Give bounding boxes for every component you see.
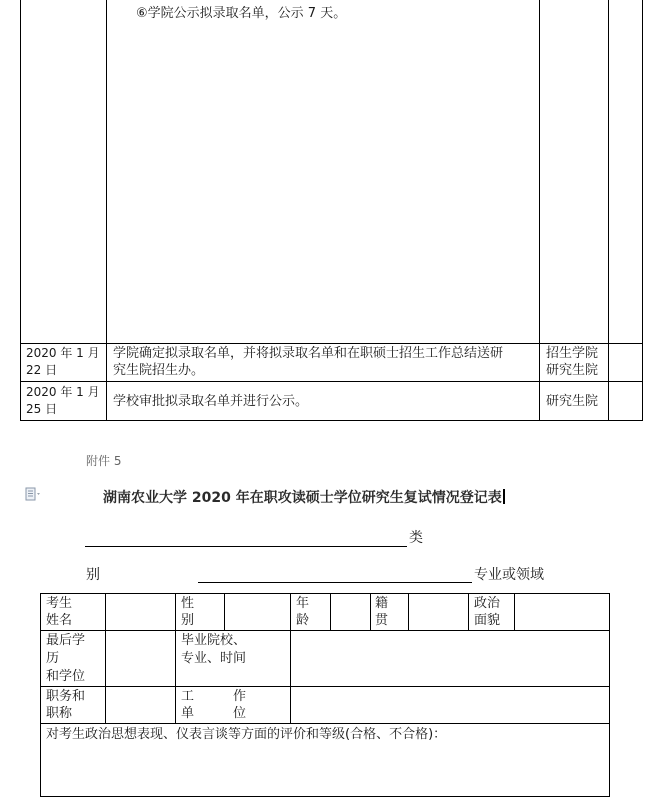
schedule-divider	[106, 0, 107, 421]
position-title-label: 职务和	[46, 689, 86, 704]
schedule-date: 25 日	[26, 402, 58, 416]
position-title-field[interactable]	[106, 687, 175, 723]
document-icon[interactable]	[25, 487, 41, 501]
schedule-item-6: ⑥学院公示拟录取名单，公示 7 天。	[136, 6, 347, 21]
schedule-divider	[539, 0, 540, 421]
schedule-date: 2020 年 1 月	[26, 346, 100, 360]
position-title-label: 职称	[46, 706, 73, 721]
native-place-label: 籍	[375, 596, 389, 611]
candidate-name-label: 姓名	[46, 613, 73, 628]
graduation-label: 毕业院校、	[181, 633, 247, 648]
work-unit-label: 工 作	[181, 689, 247, 704]
text-cursor	[503, 489, 505, 504]
schedule-date: 22 日	[26, 363, 58, 377]
schedule-content: 究生院招生办。	[113, 363, 205, 378]
candidate-name-label: 考生	[46, 596, 73, 611]
form-title	[103, 487, 505, 507]
political-status-label: 面貌	[474, 613, 501, 628]
native-place-field[interactable]	[409, 594, 468, 630]
category-underline	[85, 546, 407, 547]
category-suffix: 类	[409, 530, 423, 546]
schedule-row-line	[20, 343, 643, 344]
evaluation-prompt: 对考生政治思想表现、仪表言谈等方面的评价和等级(合格、不合格)：	[46, 727, 447, 742]
category-label: 别	[86, 567, 100, 583]
schedule-row-line	[20, 381, 643, 382]
form-col-line	[370, 593, 371, 630]
education-label: 和学位	[46, 669, 86, 684]
schedule-content: 学校审批拟录取名单并进行公示。	[113, 394, 309, 409]
graduation-label: 专业、时间	[181, 651, 247, 666]
schedule-divider	[608, 0, 609, 421]
schedule-border-right	[642, 0, 643, 421]
gender-field[interactable]	[225, 594, 290, 630]
graduation-field[interactable]	[291, 631, 609, 686]
schedule-unit: 研究生院	[546, 363, 599, 378]
work-unit-label: 单 位	[181, 706, 247, 721]
schedule-unit: 招生学院	[546, 346, 599, 361]
work-unit-field[interactable]	[291, 687, 609, 723]
evaluation-field[interactable]	[41, 744, 609, 796]
form-col-line	[175, 593, 176, 723]
form-border-right	[609, 593, 610, 797]
political-status-field[interactable]	[515, 594, 609, 630]
gender-label: 别	[181, 613, 195, 628]
schedule-content: 学院确定拟录取名单，并将拟录取名单和在职硕士招生工作总结送研	[113, 346, 504, 361]
form-row-line	[40, 723, 610, 724]
education-field[interactable]	[106, 631, 175, 686]
candidate-name-field[interactable]	[106, 594, 175, 630]
form-border-bottom	[40, 796, 610, 797]
form-title-text: 湖南农业大学 2020 年在职攻读硕士学位研究生复试情况登记表	[103, 490, 502, 506]
education-label: 最后学	[46, 633, 86, 648]
schedule-date: 2020 年 1 月	[26, 385, 100, 399]
political-status-label: 政治	[474, 596, 501, 611]
age-label: 年	[296, 596, 310, 611]
schedule-unit: 研究生院	[546, 394, 599, 409]
attachment-label: 附件 5	[86, 454, 122, 468]
major-suffix: 专业或领域	[474, 567, 544, 583]
schedule-border-bottom	[20, 420, 643, 421]
gender-label: 性	[181, 596, 195, 611]
schedule-border-left	[20, 0, 21, 421]
major-underline	[198, 582, 472, 583]
age-label: 龄	[296, 613, 310, 628]
age-field[interactable]	[331, 594, 370, 630]
native-place-label: 贯	[375, 613, 389, 628]
form-col-line	[468, 593, 469, 630]
education-label: 历	[46, 651, 60, 666]
